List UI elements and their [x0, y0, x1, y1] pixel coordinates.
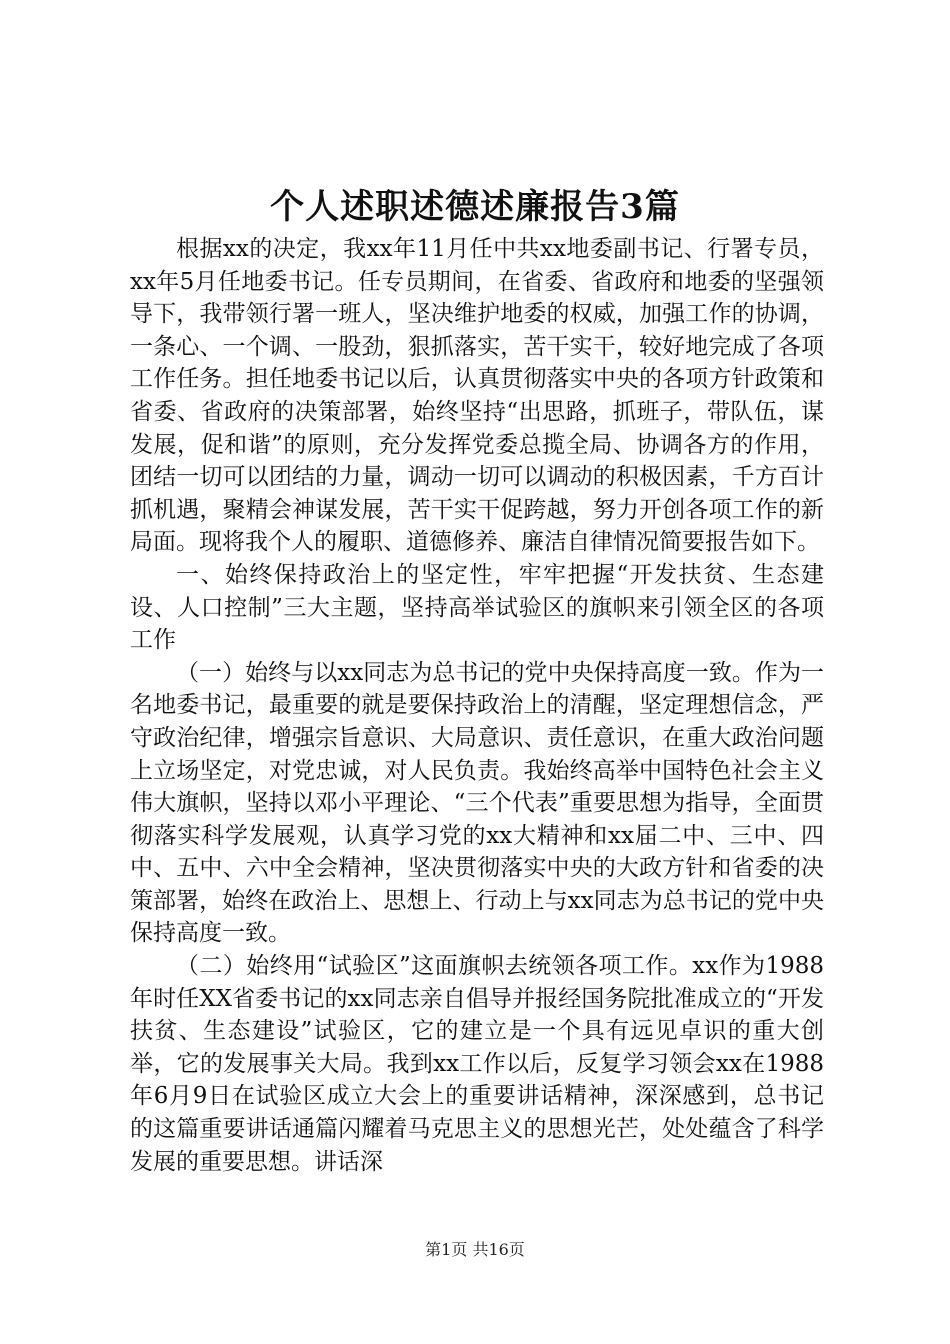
paragraph-subsection-2: （二）始终用“试验区”这面旗帜去统领各项工作。xx作为1988年时任XX省委书记的xx同志亲自倡导并报经国务院批准成立的“开发扶贫、生态建设”试验区，它的建立是一个具有远见卓识的重大创举，它的发展事关大局。我到xx工作以后，反复学习领会xx在1988年6月9日在试验区成立大会上的重要讲话精神，深深感到，总书记的这篇重要讲话通篇闪耀着马克思主义的思想光芒，处处蕴含了科学发展的重要思想。讲话深 — [130, 953, 824, 1175]
document-body — [130, 233, 824, 1178]
page-footer: 第1页 共16页 — [425, 1240, 525, 1259]
document-title: 个人述职述德述廉报告3篇 — [270, 187, 680, 227]
paragraph-subsection-1: （一）始终与以xx同志为总书记的党中央保持高度一致。作为一名地委书记，最重要的就是要保持政治上的清醒，坚定理想信念，严守政治纪律，增强宗旨意识、大局意识、责任意识，在重大政治问题上立场坚定，对党忠诚，对人民负责。我始终高举中国特色社会主义伟大旗帜，坚持以邓小平理论、“三个代表”重要思想为指导，全面贯彻落实科学发展观，认真学习党的xx大精神和xx届二中、三中、四中、五中、六中全会精神，坚决贯彻落实中央的大政方针和省委的决策部署，始终在政治上、思想上、行动上与xx同志为总书记的党中央保持高度一致。 — [130, 659, 824, 947]
paragraph-intro: 根据xx的决定，我xx年11月任中共xx地委副书记、行署专员，xx年5月任地委书记。任专员期间，在省委、省政府和地委的坚强领导下，我带领行署一班人，坚决维护地委的权威，加强工作的协调，一条心、一个调、一股劲，狠抓落实，苦干实干，较好地完成了各项工作任务。担任地委书记以后，认真贯彻落实中央的各项方针政策和省委、省政府的决策部署，始终坚持“出思路，抓班子，带队伍，谋发展，促和谐”的原则，充分发挥党委总揽全局、协调各方的作用，团结一切可以团结的力量，调动一切可以调动的积极因素，千方百计抓机遇，聚精会神谋发展，苦干实干促跨越，努力开创各项工作的新局面。现将我个人的履职、道德修养、廉洁自律情况简要报告如下。 — [130, 236, 824, 556]
paragraph-section-1-heading: 一、始终保持政治上的坚定性，牢牢把握“开发扶贫、生态建设、人口控制”三大主题，坚持高举试验区的旗帜来引领全区的各项工作 — [130, 561, 824, 654]
